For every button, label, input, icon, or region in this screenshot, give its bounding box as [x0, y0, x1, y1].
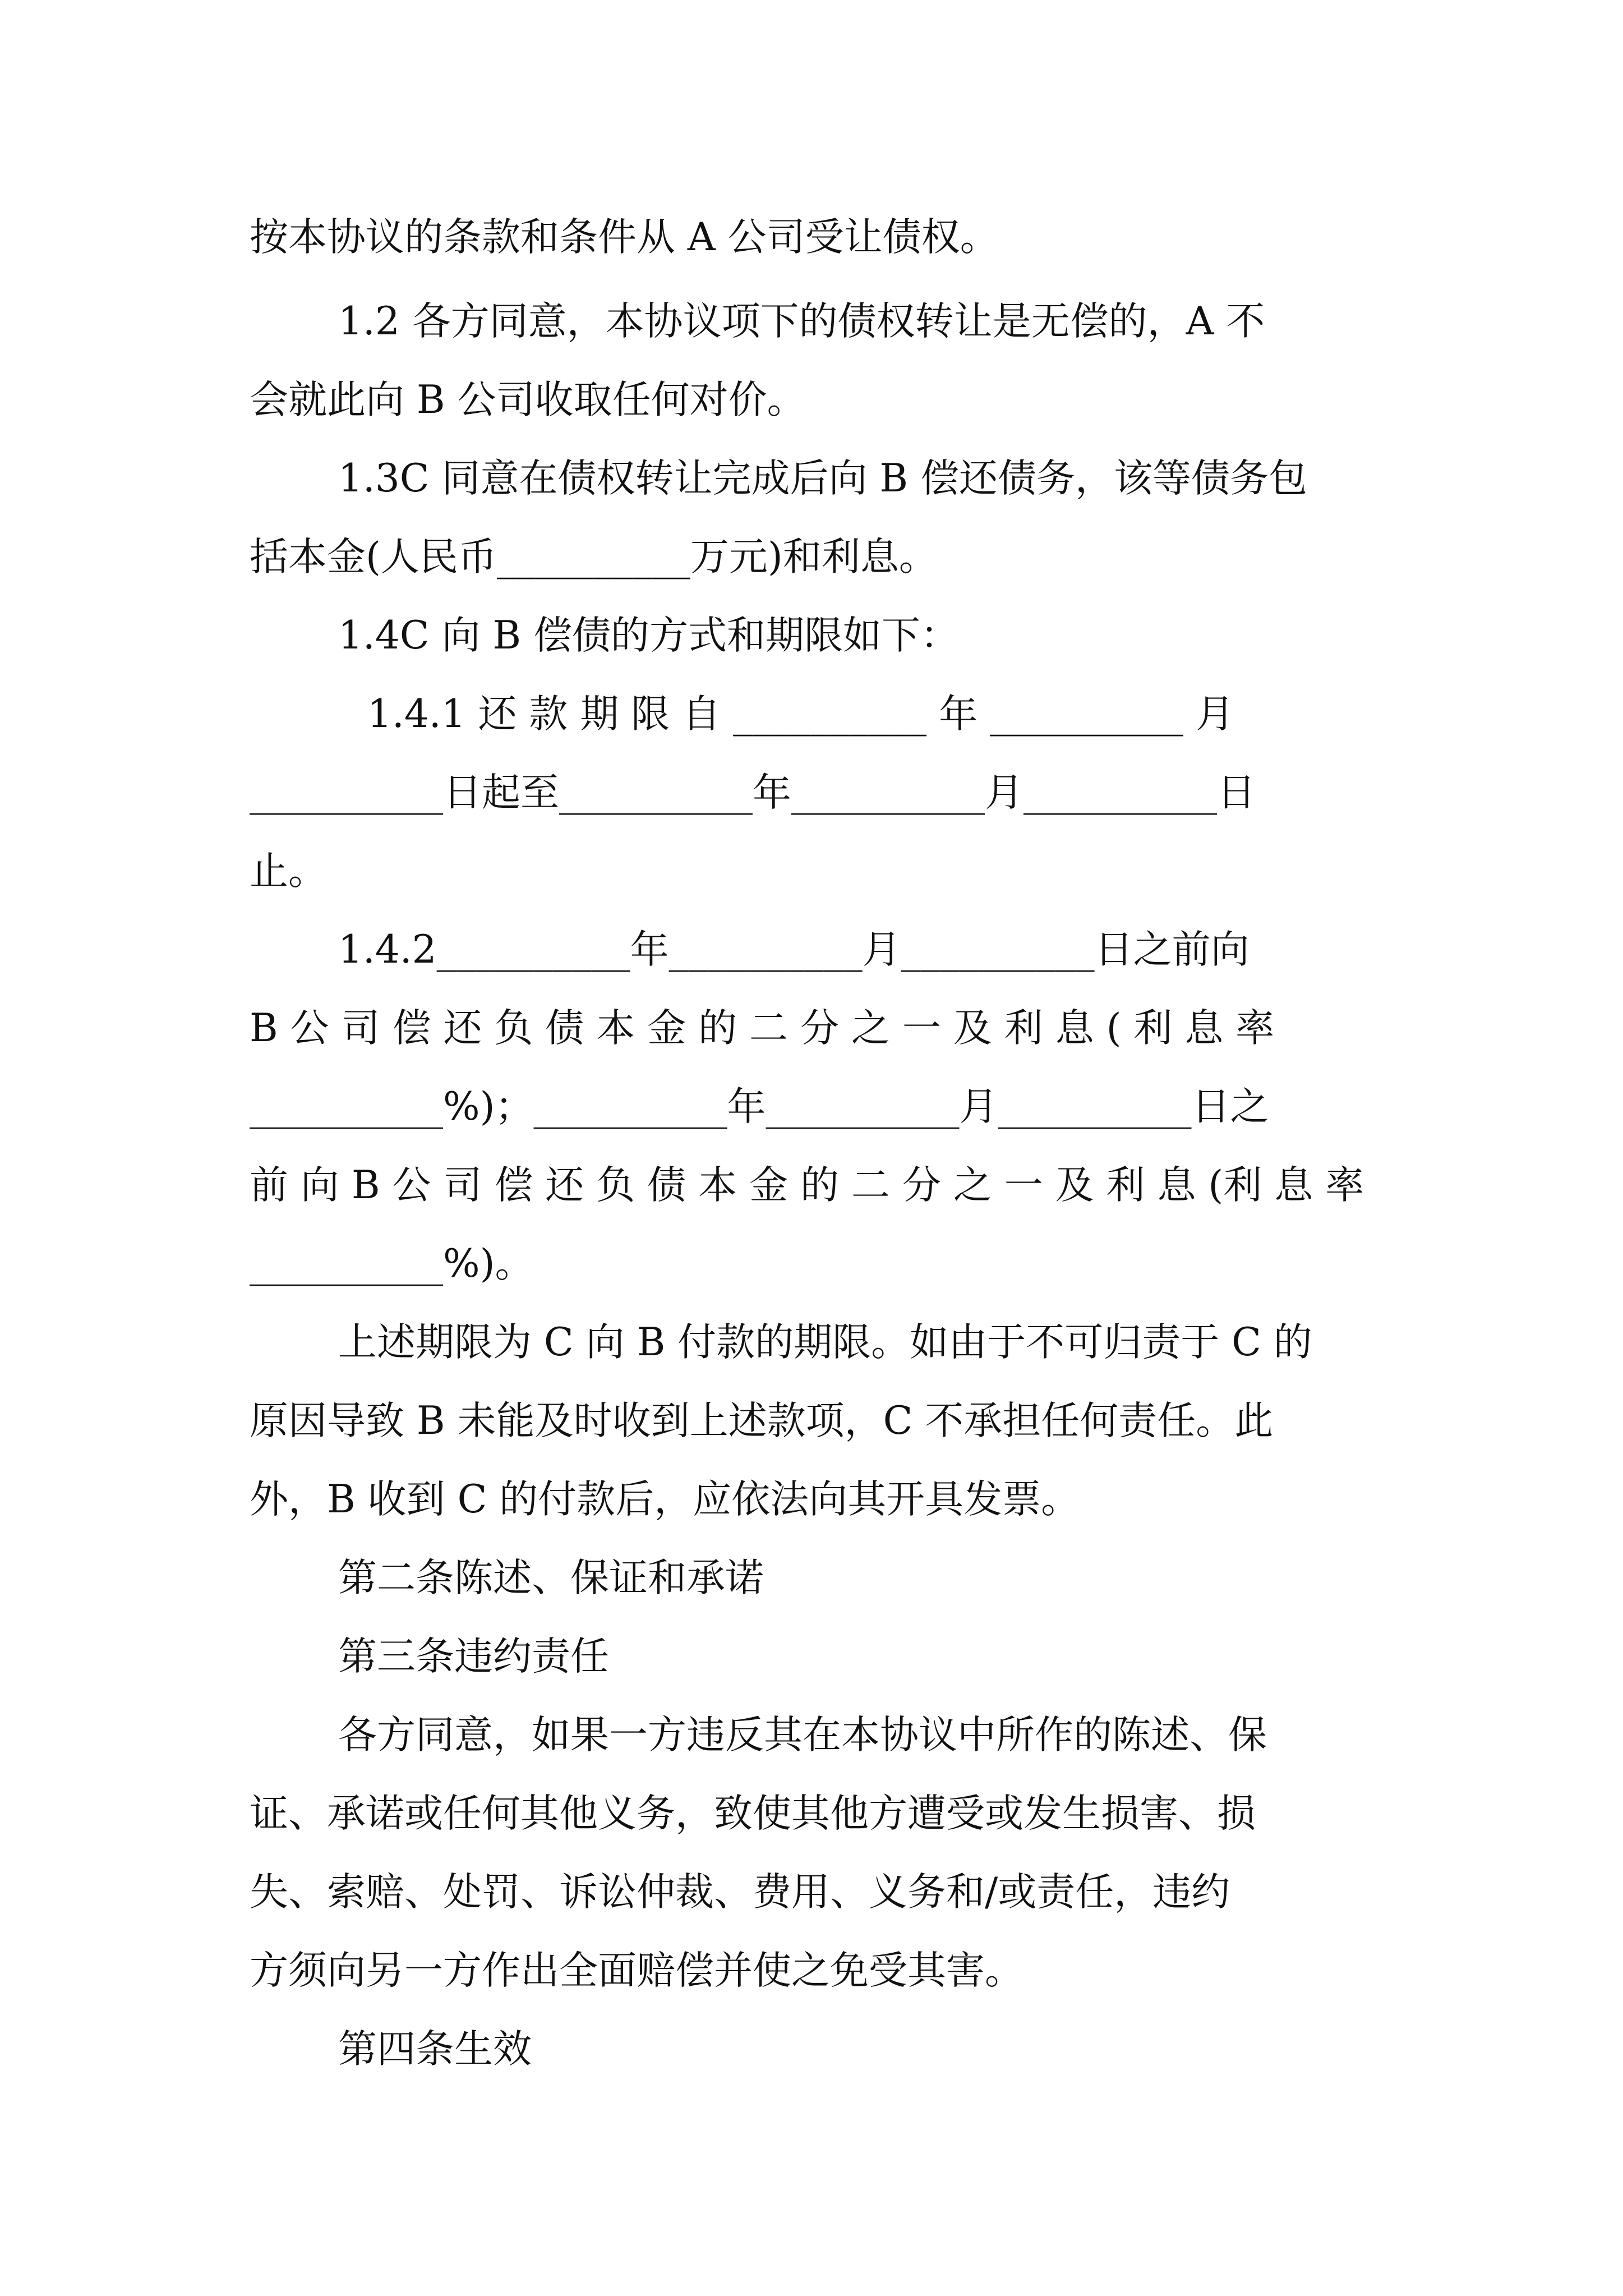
- payment-note-line-2: 原因导致 B 未能及时收到上述款项，C 不承担任何责任。此: [250, 1398, 1274, 1443]
- clause-1-4-2-line-5: __________%)。: [250, 1241, 534, 1286]
- paragraph-line-1: 按本协议的条款和条件从 A 公司受让债权。: [250, 215, 999, 260]
- clause-1-3-line-2: 括本金(人民币__________万元)和利息。: [250, 535, 938, 579]
- clause-1-4-2-line-4: 前 向 B 公 司 偿 还 负 债 本 金 的 二 分 之 一 及 利 息 (利 息 率: [250, 1163, 1364, 1208]
- payment-note-line-3: 外，B 收到 C 的付款后，应依法向其开具发票。: [250, 1477, 1080, 1522]
- article-3-body-line-2: 证、承诺或任何其他义务，致使其他方遭受或发生损害、损: [250, 1791, 1256, 1836]
- clause-1-4-1-line-3: 止。: [250, 849, 327, 894]
- article-3-body-line-3: 失、索赔、处罚、诉讼仲裁、费用、义务和/或责任，违约: [250, 1870, 1230, 1915]
- clause-1-2-line-2: 会就此向 B 公司收取任何对价。: [250, 378, 806, 422]
- clause-1-4-1-line-1: 1.4.1 还 款 期 限 自 __________ 年 __________ 月: [367, 692, 1234, 737]
- article-3-heading: 第三条违约责任: [338, 1634, 609, 1679]
- article-2-heading: 第二条陈述、保证和承诺: [338, 1556, 764, 1600]
- clause-1-4-2-line-3: __________%)；__________年__________月__________日之: [250, 1084, 1269, 1129]
- clause-1-4-2-line-1: 1.4.2__________年__________月__________日之前向: [338, 927, 1249, 972]
- clause-1-2-line-1: 1.2 各方同意，本协议项下的债权转让是无偿的，A 不: [338, 299, 1265, 344]
- article-3-body-line-1: 各方同意，如果一方违反其在本协议中所作的陈述、保: [338, 1713, 1267, 1757]
- clause-1-3-line-1: 1.3C 同意在债权转让完成后向 B 偿还债务，该等债务包: [338, 456, 1308, 501]
- clause-1-4-1-line-2: __________日起至__________年__________月__________日: [250, 770, 1256, 815]
- clause-1-4-line: 1.4C 向 B 偿债的方式和期限如下：: [338, 613, 960, 658]
- article-3-body-line-4: 方须向另一方作出全面赔偿并使之免受其害。: [250, 1948, 1023, 1993]
- article-4-heading: 第四条生效: [338, 2027, 532, 2072]
- clause-1-4-2-line-2: B 公 司 偿 还 负 债 本 金 的 二 分 之 一 及 利 息 ( 利 息 率: [250, 1006, 1275, 1051]
- payment-note-line-1: 上述期限为 C 向 B 付款的期限。如由于不可归责于 C 的: [338, 1320, 1312, 1365]
